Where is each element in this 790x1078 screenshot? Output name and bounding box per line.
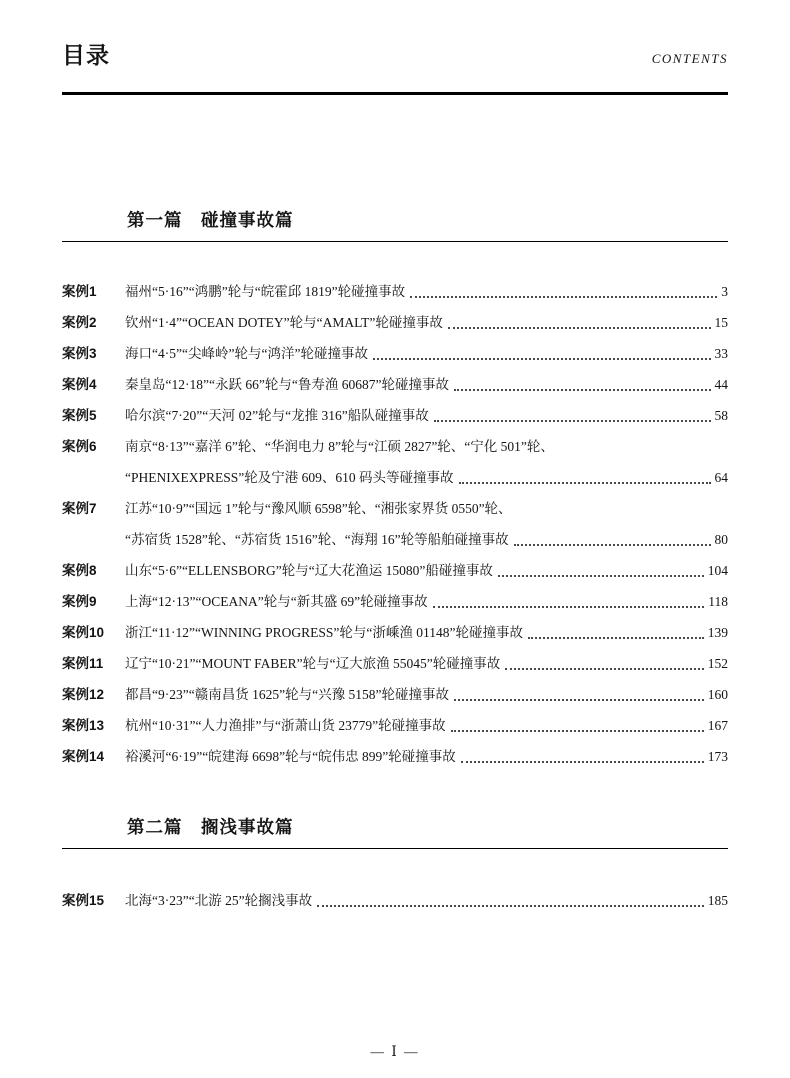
case-label: 案例1 bbox=[62, 284, 97, 299]
toc-entry bbox=[62, 493, 728, 555]
section-title: 第二篇 搁浅事故篇 bbox=[127, 817, 294, 837]
page-number: 58 bbox=[714, 408, 728, 423]
page-number: 160 bbox=[707, 687, 728, 702]
toc-entry bbox=[62, 369, 728, 400]
case-label: 案例2 bbox=[62, 315, 97, 330]
entry-title-continuation: “苏宿货 1528”轮、“苏宿货 1516”轮、“海翔 16”轮等船舶碰撞事故 bbox=[125, 532, 509, 547]
entry-title: 山东“5·6”“ELLENSBORG”轮与“辽大花渔运 15080”船碰撞事故 bbox=[125, 563, 493, 578]
entry-title: 海口“4·5”“尖峰岭”轮与“鸿洋”轮碰撞事故 bbox=[125, 346, 368, 361]
page-number: 44 bbox=[714, 377, 728, 392]
page-number: 167 bbox=[707, 718, 728, 733]
dot-leader bbox=[443, 307, 715, 338]
entry-title: 浙江“11·12”“WINNING PROGRESS”轮与“浙嵊渔 01148”轮碰撞事故 bbox=[125, 625, 523, 640]
toc-entry bbox=[62, 276, 728, 307]
case-label-spacer bbox=[62, 462, 125, 493]
toc-entry bbox=[62, 679, 728, 710]
case-label: 案例13 bbox=[62, 718, 105, 733]
toc-entry bbox=[62, 307, 728, 338]
page-number: 139 bbox=[707, 625, 728, 640]
case-label: 案例14 bbox=[62, 749, 105, 764]
dot-leader bbox=[456, 741, 708, 772]
case-label: 案例3 bbox=[62, 346, 97, 361]
case-label: 案例6 bbox=[62, 439, 97, 454]
section-heading-1 bbox=[62, 207, 728, 242]
entry-title-continuation: “PHENIXEXPRESS”轮及宁港 609、610 码头等碰撞事故 bbox=[125, 470, 454, 485]
page-number: 104 bbox=[707, 563, 728, 578]
case-label: 案例15 bbox=[62, 893, 105, 908]
page-number: 15 bbox=[714, 315, 728, 330]
page-title-english: CONTENTS bbox=[651, 51, 728, 66]
toc-entry bbox=[62, 555, 728, 586]
toc-entry bbox=[62, 431, 728, 493]
case-label: 案例12 bbox=[62, 687, 105, 702]
dot-leader bbox=[449, 679, 708, 710]
case-label: 案例9 bbox=[62, 594, 97, 609]
dot-leader bbox=[368, 338, 715, 369]
case-label-spacer bbox=[62, 524, 125, 555]
dot-leader bbox=[454, 462, 715, 493]
dot-leader bbox=[446, 710, 708, 741]
toc-entry bbox=[62, 885, 728, 916]
toc-entry bbox=[62, 710, 728, 741]
toc-list-1 bbox=[62, 276, 728, 772]
page-number: 33 bbox=[714, 346, 728, 361]
toc-entry bbox=[62, 338, 728, 369]
dot-leader bbox=[493, 555, 708, 586]
footer-page-number: — Ⅰ — bbox=[370, 1044, 420, 1059]
toc-list-2 bbox=[62, 885, 728, 916]
case-label: 案例4 bbox=[62, 377, 97, 392]
entry-title: 北海“3·23”“北游 25”轮搁浅事故 bbox=[125, 893, 313, 908]
case-label: 案例10 bbox=[62, 625, 105, 640]
page-number: 3 bbox=[721, 284, 728, 299]
toc-entry bbox=[62, 400, 728, 431]
entry-title: 秦皇岛“12·18”“永跃 66”轮与“鲁寿渔 60687”轮碰撞事故 bbox=[125, 377, 449, 392]
entry-title: 钦州“1·4”“OCEAN DOTEY”轮与“AMALT”轮碰撞事故 bbox=[125, 315, 443, 330]
section-heading-2 bbox=[62, 814, 728, 849]
dot-leader bbox=[509, 524, 715, 555]
entry-title: 江苏“10·9”“国远 1”轮与“豫风顺 6598”轮、“湘张家界货 0550”轮、 bbox=[125, 501, 512, 516]
section-title: 第一篇 碰撞事故篇 bbox=[127, 210, 294, 230]
dot-leader bbox=[312, 885, 708, 916]
entry-title: 南京“8·13”“嘉洋 6”轮、“华润电力 8”轮与“江硕 2827”轮、“宁化 501”轮、 bbox=[125, 439, 554, 454]
dot-leader bbox=[429, 400, 715, 431]
toc-entry bbox=[62, 648, 728, 679]
page-title: 目录 bbox=[62, 42, 110, 68]
header-rule bbox=[62, 92, 728, 95]
page-number: 80 bbox=[714, 532, 728, 547]
page-number: 64 bbox=[714, 470, 728, 485]
page-number: 118 bbox=[708, 594, 728, 609]
dot-leader bbox=[449, 369, 715, 400]
entry-title: 上海“12·13”“OCEANA”轮与“新其盛 69”轮碰撞事故 bbox=[125, 594, 428, 609]
entry-title: 辽宁“10·21”“MOUNT FABER”轮与“辽大旅渔 55045”轮碰撞事故 bbox=[125, 656, 501, 671]
dot-leader bbox=[523, 617, 708, 648]
entry-title: 都昌“9·23”“赣南昌货 1625”轮与“兴豫 5158”轮碰撞事故 bbox=[125, 687, 449, 702]
toc-entry bbox=[62, 617, 728, 648]
page-header bbox=[62, 36, 728, 70]
dot-leader bbox=[500, 648, 708, 679]
entry-title: 杭州“10·31”“人力渔排”与“浙萧山货 23779”轮碰撞事故 bbox=[125, 718, 446, 733]
page-number: 152 bbox=[707, 656, 728, 671]
toc-entry bbox=[62, 586, 728, 617]
entry-title: 福州“5·16”“鸿鹏”轮与“皖霍邱 1819”轮碰撞事故 bbox=[125, 284, 406, 299]
entry-title: 哈尔滨“7·20”“天河 02”轮与“龙推 316”船队碰撞事故 bbox=[125, 408, 429, 423]
case-label: 案例8 bbox=[62, 563, 97, 578]
dot-leader bbox=[428, 586, 709, 617]
toc-entry bbox=[62, 741, 728, 772]
page-number: 173 bbox=[707, 749, 728, 764]
case-label: 案例11 bbox=[62, 656, 104, 671]
dot-leader bbox=[405, 276, 721, 307]
case-label: 案例7 bbox=[62, 501, 97, 516]
page-number: 185 bbox=[707, 893, 728, 908]
entry-title: 裕溪河“6·19”“皖建海 6698”轮与“皖伟忠 899”轮碰撞事故 bbox=[125, 749, 456, 764]
case-label: 案例5 bbox=[62, 408, 97, 423]
